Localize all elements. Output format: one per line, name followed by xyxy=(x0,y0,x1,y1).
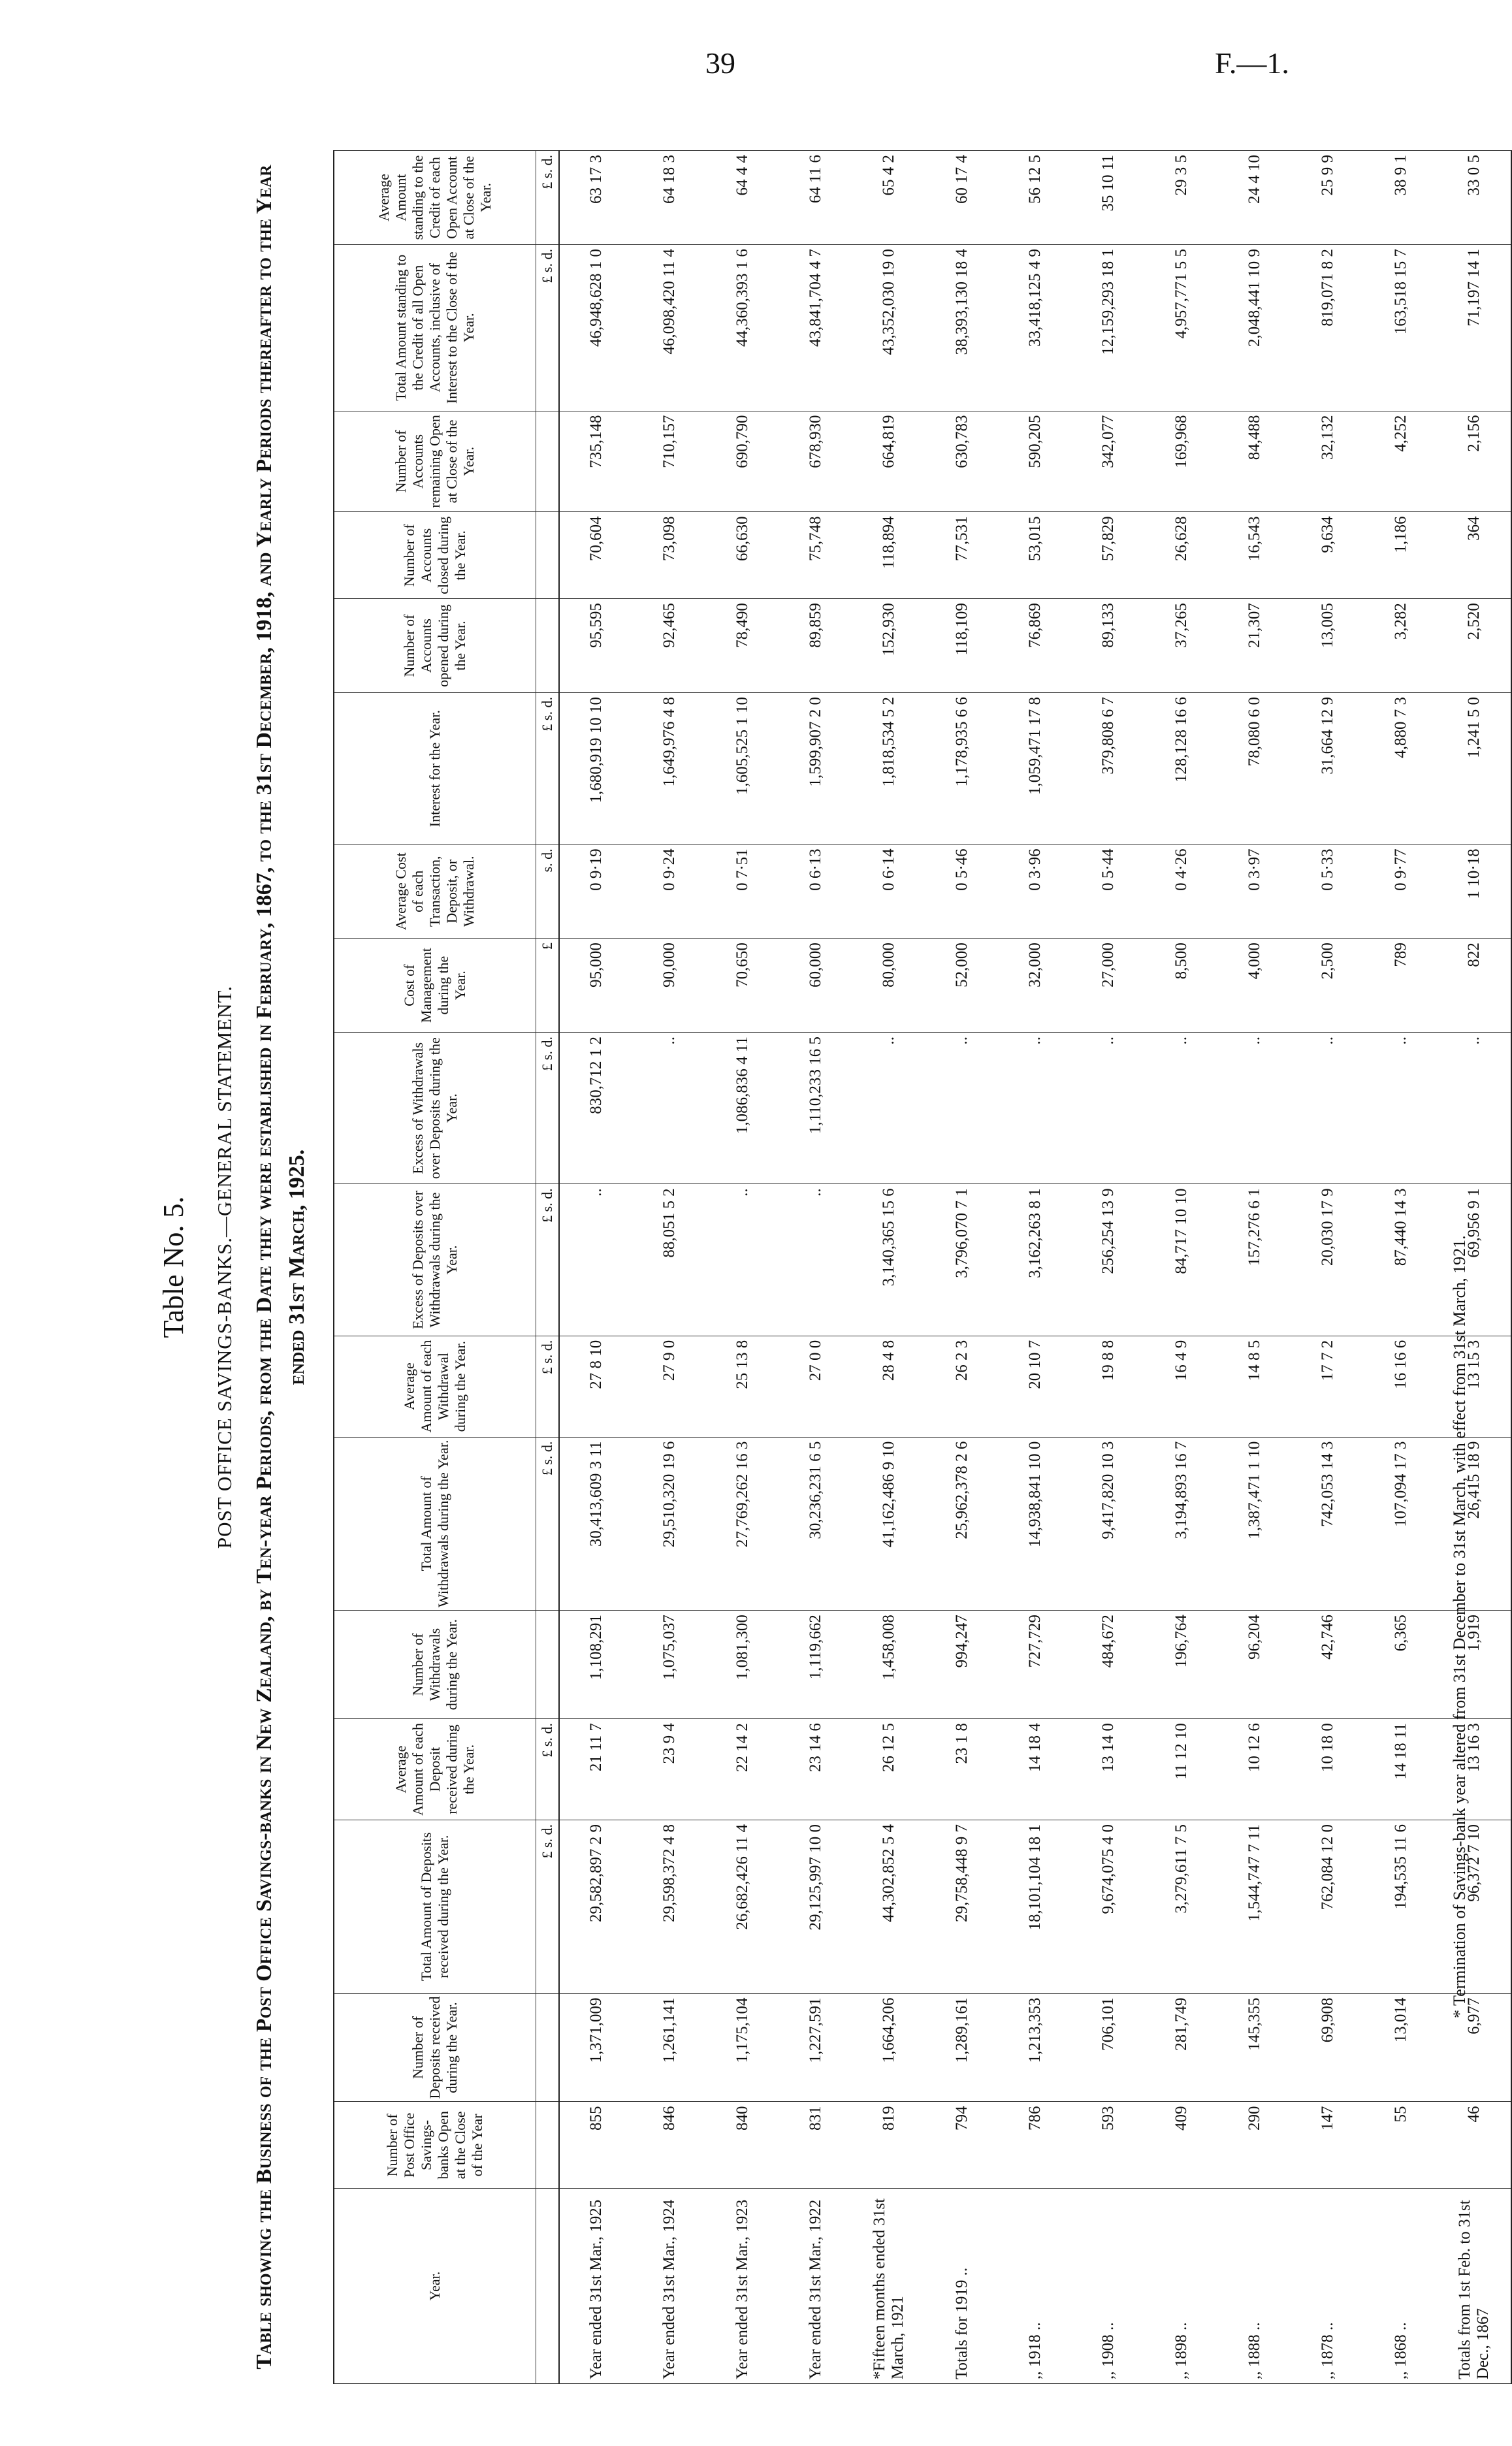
table-row xyxy=(925,151,999,2384)
table-cell: 364 xyxy=(1438,512,1511,599)
table-cell: 4,957,771 5 5 xyxy=(1145,245,1218,411)
unit-cell: £ s. d. xyxy=(536,693,560,845)
table-cell: 0 6·14 xyxy=(852,845,925,939)
column-header: Total Amount standing to the Credit of all Open Accounts, inclusive of Interest to the Close of the Year. xyxy=(334,245,536,411)
table-cell: 38,393,130 18 4 xyxy=(925,245,999,411)
table-cell: 169,968 xyxy=(1145,411,1218,512)
table-cell: 1,213,353 xyxy=(999,1993,1072,2102)
table-cell: 46 xyxy=(1438,2102,1511,2189)
table-cell: 2,500 xyxy=(1291,939,1364,1033)
table-cell: 35 10 11 xyxy=(1072,151,1145,245)
unit-cell: £ s. d. xyxy=(536,245,560,411)
savings-bank-statement-table xyxy=(333,150,1512,2384)
table-cell: 128,128 16 6 xyxy=(1145,693,1218,845)
footnote: * Termination of Savings-bank year altered from 31st December to 31st March, with effect from 31st March, 1921. xyxy=(1450,1235,1469,2018)
table-cell: 27,000 xyxy=(1072,939,1145,1033)
table-cell: 30,236,231 6 5 xyxy=(779,1437,852,1611)
table-subtitle: POST OFFICE SAVINGS-BANKS.—GENERAL STATEMENT. xyxy=(213,985,236,1549)
column-header: Average Amount of each Withdrawal during the Year. xyxy=(334,1336,536,1437)
table-cell: 26,628 xyxy=(1145,512,1218,599)
year-cell: ,, 1888 .. xyxy=(1218,2189,1291,2384)
table-cell: 706,101 xyxy=(1072,1993,1145,2102)
table-cell: 1,081,300 xyxy=(706,1611,779,1719)
table-cell: 8,500 xyxy=(1145,939,1218,1033)
year-cell: *Fifteen months ended 31st March, 1921 xyxy=(852,2189,925,2384)
table-cell: 152,930 xyxy=(852,599,925,693)
table-cell: 822 xyxy=(1438,939,1511,1033)
table-cell: 379,808 6 7 xyxy=(1072,693,1145,845)
year-cell: ,, 1918 .. xyxy=(999,2189,1072,2384)
table-cell: 96,372 7 10 xyxy=(1438,1820,1511,1993)
unit-cell xyxy=(536,411,560,512)
table-cell: 16,543 xyxy=(1218,512,1291,599)
table-cell: 281,749 xyxy=(1145,1993,1218,2102)
table-cell: 3,282 xyxy=(1364,599,1438,693)
column-header: Number of Withdrawals during the Year. xyxy=(334,1611,536,1719)
column-header: Number of Deposits received during the Year. xyxy=(334,1993,536,2102)
table-cell: .. xyxy=(706,1184,779,1336)
table-cell: 735,148 xyxy=(559,411,633,512)
table-cell: 33 0 5 xyxy=(1438,151,1511,245)
table-cell: 6,365 xyxy=(1364,1611,1438,1719)
table-cell: 46,948,628 1 0 xyxy=(559,245,633,411)
table-cell: 1,605,525 1 10 xyxy=(706,693,779,845)
table-cell: 70,604 xyxy=(559,512,633,599)
table-cell: .. xyxy=(1438,1033,1511,1184)
unit-cell: £ s. d. xyxy=(536,1033,560,1184)
table-cell: 840 xyxy=(706,2102,779,2189)
table-cell: 10 18 0 xyxy=(1291,1719,1364,1820)
column-header: Cost of Management during the Year. xyxy=(334,939,536,1033)
document-reference: F.—1. xyxy=(1215,46,1289,80)
unit-cell: £ s. d. xyxy=(536,1719,560,1820)
table-cell: 1,108,291 xyxy=(559,1611,633,1719)
table-cell: 1,649,976 4 8 xyxy=(633,693,706,845)
table-cell: 0 5·44 xyxy=(1072,845,1145,939)
table-cell: 1,186 xyxy=(1364,512,1438,599)
table-cell: 1,289,161 xyxy=(925,1993,999,2102)
table-cell: 29,758,448 9 7 xyxy=(925,1820,999,1993)
table-cell: 28 4 8 xyxy=(852,1336,925,1437)
column-header: Total Amount of Withdrawals during the Year. xyxy=(334,1437,536,1611)
table-row xyxy=(999,151,1072,2384)
table-cell: 1,119,662 xyxy=(779,1611,852,1719)
table-cell: 78,080 6 0 xyxy=(1218,693,1291,845)
table-cell: 13 15 3 xyxy=(1438,1336,1511,1437)
year-cell: Year ended 31st Mar., 1925 xyxy=(559,2189,633,2384)
table-cell: 1,680,919 10 10 xyxy=(559,693,633,845)
table-cell: 2,520 xyxy=(1438,599,1511,693)
column-header: Number of Accounts closed during the Year. xyxy=(334,512,536,599)
unit-cell xyxy=(536,599,560,693)
table-row xyxy=(1438,151,1511,2384)
table-cell: 25 13 8 xyxy=(706,1336,779,1437)
table-cell: 27,769,262 16 3 xyxy=(706,1437,779,1611)
table-cell: 830,712 1 2 xyxy=(559,1033,633,1184)
table-cell: 727,729 xyxy=(999,1611,1072,1719)
table-cell: 26,682,426 11 4 xyxy=(706,1820,779,1993)
table-row xyxy=(1072,151,1145,2384)
table-cell: 196,764 xyxy=(1145,1611,1218,1719)
table-cell: 831 xyxy=(779,2102,852,2189)
table-cell: 1,241 5 0 xyxy=(1438,693,1511,845)
table-cell: 29,582,897 2 9 xyxy=(559,1820,633,1993)
table-cell: 19 8 8 xyxy=(1072,1336,1145,1437)
table-cell: 43,841,704 4 7 xyxy=(779,245,852,411)
table-cell: 96,204 xyxy=(1218,1611,1291,1719)
table-cell: .. xyxy=(559,1184,633,1336)
table-cell: 76,869 xyxy=(999,599,1072,693)
table-cell: 21 11 7 xyxy=(559,1719,633,1820)
table-row xyxy=(633,151,706,2384)
column-header: Excess of Deposits over Withdrawals during the Year. xyxy=(334,1184,536,1336)
table-cell: 0 5·46 xyxy=(925,845,999,939)
table-cell: .. xyxy=(1291,1033,1364,1184)
table-cell: 43,352,030 19 0 xyxy=(852,245,925,411)
table-cell: 23 1 8 xyxy=(925,1719,999,1820)
table-cell: 24 4 10 xyxy=(1218,151,1291,245)
table-cell: 44,360,393 1 6 xyxy=(706,245,779,411)
table-cell: 9,634 xyxy=(1291,512,1364,599)
table-cell: 118,894 xyxy=(852,512,925,599)
header-row xyxy=(334,151,536,2384)
table-cell: 95,595 xyxy=(559,599,633,693)
table-cell: 819,071 8 2 xyxy=(1291,245,1364,411)
table-cell: 29 3 5 xyxy=(1145,151,1218,245)
table-cell: 118,109 xyxy=(925,599,999,693)
table-cell: 1,544,747 7 11 xyxy=(1218,1820,1291,1993)
table-cell: 60 17 4 xyxy=(925,151,999,245)
table-cell: 63 17 3 xyxy=(559,151,633,245)
table-cell: 77,531 xyxy=(925,512,999,599)
table-cell: .. xyxy=(1218,1033,1291,1184)
table-cell: 846 xyxy=(633,2102,706,2189)
table-cell: 55 xyxy=(1364,2102,1438,2189)
table-cell: 78,490 xyxy=(706,599,779,693)
table-cell: 29,510,320 19 6 xyxy=(633,1437,706,1611)
table-cell: 44,302,852 5 4 xyxy=(852,1820,925,1993)
table-cell: 32,132 xyxy=(1291,411,1364,512)
table-cell: 25,962,378 2 6 xyxy=(925,1437,999,1611)
table-cell: 1,919 xyxy=(1438,1611,1511,1719)
table-cell: 69,908 xyxy=(1291,1993,1364,2102)
unit-cell: £ s. d. xyxy=(536,151,560,245)
table-cell: 22 14 2 xyxy=(706,1719,779,1820)
table-row xyxy=(1291,151,1364,2384)
table-cell: 14 8 5 xyxy=(1218,1336,1291,1437)
table-cell: 84,717 10 10 xyxy=(1145,1184,1218,1336)
year-cell: ,, 1868 .. xyxy=(1364,2189,1438,2384)
column-header: Average Amount of each Deposit received during the Year. xyxy=(334,1719,536,1820)
table-cell: 593 xyxy=(1072,2102,1145,2189)
table-cell: 11 12 10 xyxy=(1145,1719,1218,1820)
table-cell: 1,178,935 6 6 xyxy=(925,693,999,845)
table-cell: 1,458,008 xyxy=(852,1611,925,1719)
table-cell: 16 4 9 xyxy=(1145,1336,1218,1437)
table-cell: 73,098 xyxy=(633,512,706,599)
table-cell: 0 4·26 xyxy=(1145,845,1218,939)
page-number: 39 xyxy=(705,46,735,80)
unit-cell: s. d. xyxy=(536,845,560,939)
table-cell: 14 18 4 xyxy=(999,1719,1072,1820)
table-cell: 710,157 xyxy=(633,411,706,512)
table-row xyxy=(852,151,925,2384)
rotated-table-sheet xyxy=(157,124,1492,2410)
table-cell: 342,077 xyxy=(1072,411,1145,512)
table-cell: 33,418,125 4 9 xyxy=(999,245,1072,411)
table-cell: 145,355 xyxy=(1218,1993,1291,2102)
column-header: Average Cost of each Transaction, Deposit, or Withdrawal. xyxy=(334,845,536,939)
table-cell: 1,227,591 xyxy=(779,1993,852,2102)
table-cell: 23 14 6 xyxy=(779,1719,852,1820)
table-cell: 3,279,611 7 5 xyxy=(1145,1820,1218,1993)
table-cell: 762,084 12 0 xyxy=(1291,1820,1364,1993)
table-cell: 13 14 0 xyxy=(1072,1719,1145,1820)
table-cell: 678,930 xyxy=(779,411,852,512)
table-cell: 92,465 xyxy=(633,599,706,693)
table-cell: 21,307 xyxy=(1218,599,1291,693)
year-cell: Totals for 1919 .. xyxy=(925,2189,999,2384)
table-cell: 64 18 3 xyxy=(633,151,706,245)
table-cell: 31,664 12 9 xyxy=(1291,693,1364,845)
column-header: Average Amount standing to the Credit of each Open Account at Close of the Year. xyxy=(334,151,536,245)
table-cell: 29,598,372 4 8 xyxy=(633,1820,706,1993)
table-cell: .. xyxy=(999,1033,1072,1184)
table-cell: 89,133 xyxy=(1072,599,1145,693)
unit-cell xyxy=(536,512,560,599)
table-cell: 75,748 xyxy=(779,512,852,599)
table-cell: 157,276 6 1 xyxy=(1218,1184,1291,1336)
table-cell: .. xyxy=(633,1033,706,1184)
table-cell: 66,630 xyxy=(706,512,779,599)
unit-cell: £ s. d. xyxy=(536,1437,560,1611)
table-cell: 1,059,471 17 8 xyxy=(999,693,1072,845)
table-cell: 256,254 13 9 xyxy=(1072,1184,1145,1336)
table-cell: 38 9 1 xyxy=(1364,151,1438,245)
table-cell: 26,415 18 9 xyxy=(1438,1437,1511,1611)
table-cell: 1 10·18 xyxy=(1438,845,1511,939)
table-cell: 16 16 6 xyxy=(1364,1336,1438,1437)
column-header: Number of Accounts remaining Open at Close of the Year. xyxy=(334,411,536,512)
table-cell: 1,387,471 1 10 xyxy=(1218,1437,1291,1611)
table-cell: 484,672 xyxy=(1072,1611,1145,1719)
table-cell: 147 xyxy=(1291,2102,1364,2189)
column-header: Year. xyxy=(334,2189,536,2384)
year-cell: Totals from 1st Feb. to 31st Dec., 1867 xyxy=(1438,2189,1511,2384)
table-cell: 52,000 xyxy=(925,939,999,1033)
table-cell: 1,599,907 2 0 xyxy=(779,693,852,845)
table-cell: 65 4 2 xyxy=(852,151,925,245)
table-cell: 290 xyxy=(1218,2102,1291,2189)
table-cell: 786 xyxy=(999,2102,1072,2189)
year-cell: ,, 1908 .. xyxy=(1072,2189,1145,2384)
table-cell: 46,098,420 11 4 xyxy=(633,245,706,411)
table-cell: 855 xyxy=(559,2102,633,2189)
table-row xyxy=(559,151,633,2384)
table-cell: 107,094 17 3 xyxy=(1364,1437,1438,1611)
column-header: Excess of Withdrawals over Deposits during the Year. xyxy=(334,1033,536,1184)
table-title: Table No. 5. xyxy=(157,1196,189,1338)
table-cell: 25 9 9 xyxy=(1291,151,1364,245)
year-cell: Year ended 31st Mar., 1923 xyxy=(706,2189,779,2384)
table-cell: 2,156 xyxy=(1438,411,1511,512)
unit-cell: £ xyxy=(536,939,560,1033)
table-cell: 18,101,104 18 1 xyxy=(999,1820,1072,1993)
table-cell: 742,053 14 3 xyxy=(1291,1437,1364,1611)
table-cell: 6,977 xyxy=(1438,1993,1511,2102)
table-cell: 41,162,486 9 10 xyxy=(852,1437,925,1611)
table-cell: 42,746 xyxy=(1291,1611,1364,1719)
column-header: Total Amount of Deposits received during the Year. xyxy=(334,1820,536,1993)
table-heading: Table showing the Business of the Post Office Savings-banks in New Zealand, by Ten-year Periods, from the Date they were established in February, 1867, to the 31st December, 1918, and Yearly Periods thereafter to the Year ended 31st March, 1925. xyxy=(252,165,309,2370)
table-cell: 13,014 xyxy=(1364,1993,1438,2102)
table-cell: 4,000 xyxy=(1218,939,1291,1033)
table-cell: 80,000 xyxy=(852,939,925,1033)
unit-cell: £ s. d. xyxy=(536,1184,560,1336)
table-cell: 163,518 15 7 xyxy=(1364,245,1438,411)
table-cell: 26 12 5 xyxy=(852,1719,925,1820)
table-cell: 13 16 3 xyxy=(1438,1719,1511,1820)
year-cell: ,, 1898 .. xyxy=(1145,2189,1218,2384)
table-row xyxy=(1364,151,1438,2384)
table-cell: 1,086,836 4 11 xyxy=(706,1033,779,1184)
table-cell: 3,796,070 7 1 xyxy=(925,1184,999,1336)
table-cell: 0 6·13 xyxy=(779,845,852,939)
table-cell: .. xyxy=(1145,1033,1218,1184)
table-cell: 1,664,206 xyxy=(852,1993,925,2102)
year-cell: Year ended 31st Mar., 1922 xyxy=(779,2189,852,2384)
table-cell: 789 xyxy=(1364,939,1438,1033)
table-cell: .. xyxy=(1072,1033,1145,1184)
table-cell: .. xyxy=(925,1033,999,1184)
table-cell: .. xyxy=(1364,1033,1438,1184)
table-cell: 590,205 xyxy=(999,411,1072,512)
table-cell: 14 18 11 xyxy=(1364,1719,1438,1820)
table-cell: 0 3·97 xyxy=(1218,845,1291,939)
table-cell: 90,000 xyxy=(633,939,706,1033)
table-cell: 690,790 xyxy=(706,411,779,512)
table-cell: 0 9·19 xyxy=(559,845,633,939)
table-cell: 87,440 14 3 xyxy=(1364,1184,1438,1336)
table-cell: 819 xyxy=(852,2102,925,2189)
year-cell: ,, 1878 .. xyxy=(1291,2189,1364,2384)
table-cell: 409 xyxy=(1145,2102,1218,2189)
table-cell: 88,051 5 2 xyxy=(633,1184,706,1336)
table-cell: 0 3·96 xyxy=(999,845,1072,939)
table-cell: 3,194,893 16 7 xyxy=(1145,1437,1218,1611)
table-cell: 994,247 xyxy=(925,1611,999,1719)
table-cell: 14,938,841 10 0 xyxy=(999,1437,1072,1611)
table-cell: 9,417,820 10 3 xyxy=(1072,1437,1145,1611)
column-header: Number of Accounts opened during the Year. xyxy=(334,599,536,693)
unit-cell: £ s. d. xyxy=(536,1336,560,1437)
table-cell: 194,535 11 6 xyxy=(1364,1820,1438,1993)
table-row xyxy=(1145,151,1218,2384)
table-cell: 630,783 xyxy=(925,411,999,512)
table-cell: 12,159,293 18 1 xyxy=(1072,245,1145,411)
column-header: Number of Post Office Savings-banks Open at the Close of the Year xyxy=(334,2102,536,2189)
table-cell: 0 9·77 xyxy=(1364,845,1438,939)
table-cell: 664,819 xyxy=(852,411,925,512)
table-cell: 20,030 17 9 xyxy=(1291,1184,1364,1336)
table-cell: 32,000 xyxy=(999,939,1072,1033)
table-row xyxy=(1218,151,1291,2384)
unit-cell: £ s. d. xyxy=(536,1820,560,1993)
table-cell: 1,371,009 xyxy=(559,1993,633,2102)
table-cell: 13,005 xyxy=(1291,599,1364,693)
table-row xyxy=(779,151,852,2384)
table-cell: 10 12 6 xyxy=(1218,1719,1291,1820)
unit-cell xyxy=(536,1611,560,1719)
table-cell: 2,048,441 10 9 xyxy=(1218,245,1291,411)
table-cell: 27 9 0 xyxy=(633,1336,706,1437)
unit-cell xyxy=(536,1993,560,2102)
table-cell: 794 xyxy=(925,2102,999,2189)
table-cell: 29,125,997 10 0 xyxy=(779,1820,852,1993)
table-cell: 57,829 xyxy=(1072,512,1145,599)
table-cell: 69,956 9 1 xyxy=(1438,1184,1511,1336)
table-cell: 23 9 4 xyxy=(633,1719,706,1820)
table-cell: 53,015 xyxy=(999,512,1072,599)
table-cell: 20 10 7 xyxy=(999,1336,1072,1437)
table-cell: 3,140,365 15 6 xyxy=(852,1184,925,1336)
table-cell: 1,075,037 xyxy=(633,1611,706,1719)
table-cell: 1,818,534 5 2 xyxy=(852,693,925,845)
table-cell: 4,880 7 3 xyxy=(1364,693,1438,845)
year-cell: Year ended 31st Mar., 1924 xyxy=(633,2189,706,2384)
table-cell: 26 2 3 xyxy=(925,1336,999,1437)
table-cell: 71,197 14 1 xyxy=(1438,245,1511,411)
table-cell: 64 11 6 xyxy=(779,151,852,245)
table-cell: 84,488 xyxy=(1218,411,1291,512)
table-cell: 0 7·51 xyxy=(706,845,779,939)
table-cell: 0 5·33 xyxy=(1291,845,1364,939)
table-cell: .. xyxy=(779,1184,852,1336)
table-cell: 1,261,141 xyxy=(633,1993,706,2102)
table-cell: 30,413,609 3 11 xyxy=(559,1437,633,1611)
units-row xyxy=(536,151,560,2384)
table-row xyxy=(706,151,779,2384)
table-cell: 37,265 xyxy=(1145,599,1218,693)
table-cell: 60,000 xyxy=(779,939,852,1033)
table-cell: 1,175,104 xyxy=(706,1993,779,2102)
table-cell: 64 4 4 xyxy=(706,151,779,245)
table-cell: 89,859 xyxy=(779,599,852,693)
table-cell: 70,650 xyxy=(706,939,779,1033)
table-cell: 0 9·24 xyxy=(633,845,706,939)
unit-cell xyxy=(536,2102,560,2189)
table-cell: 27 0 0 xyxy=(779,1336,852,1437)
table-cell: 4,252 xyxy=(1364,411,1438,512)
table-cell: 1,110,233 16 5 xyxy=(779,1033,852,1184)
table-cell: 3,162,263 8 1 xyxy=(999,1184,1072,1336)
unit-cell xyxy=(536,2189,560,2384)
table-cell: 95,000 xyxy=(559,939,633,1033)
column-header: Interest for the Year. xyxy=(334,693,536,845)
table-cell: 17 7 2 xyxy=(1291,1336,1364,1437)
table-cell: 27 8 10 xyxy=(559,1336,633,1437)
table-cell: .. xyxy=(852,1033,925,1184)
table-cell: 56 12 5 xyxy=(999,151,1072,245)
table-cell: 9,674,075 4 0 xyxy=(1072,1820,1145,1993)
